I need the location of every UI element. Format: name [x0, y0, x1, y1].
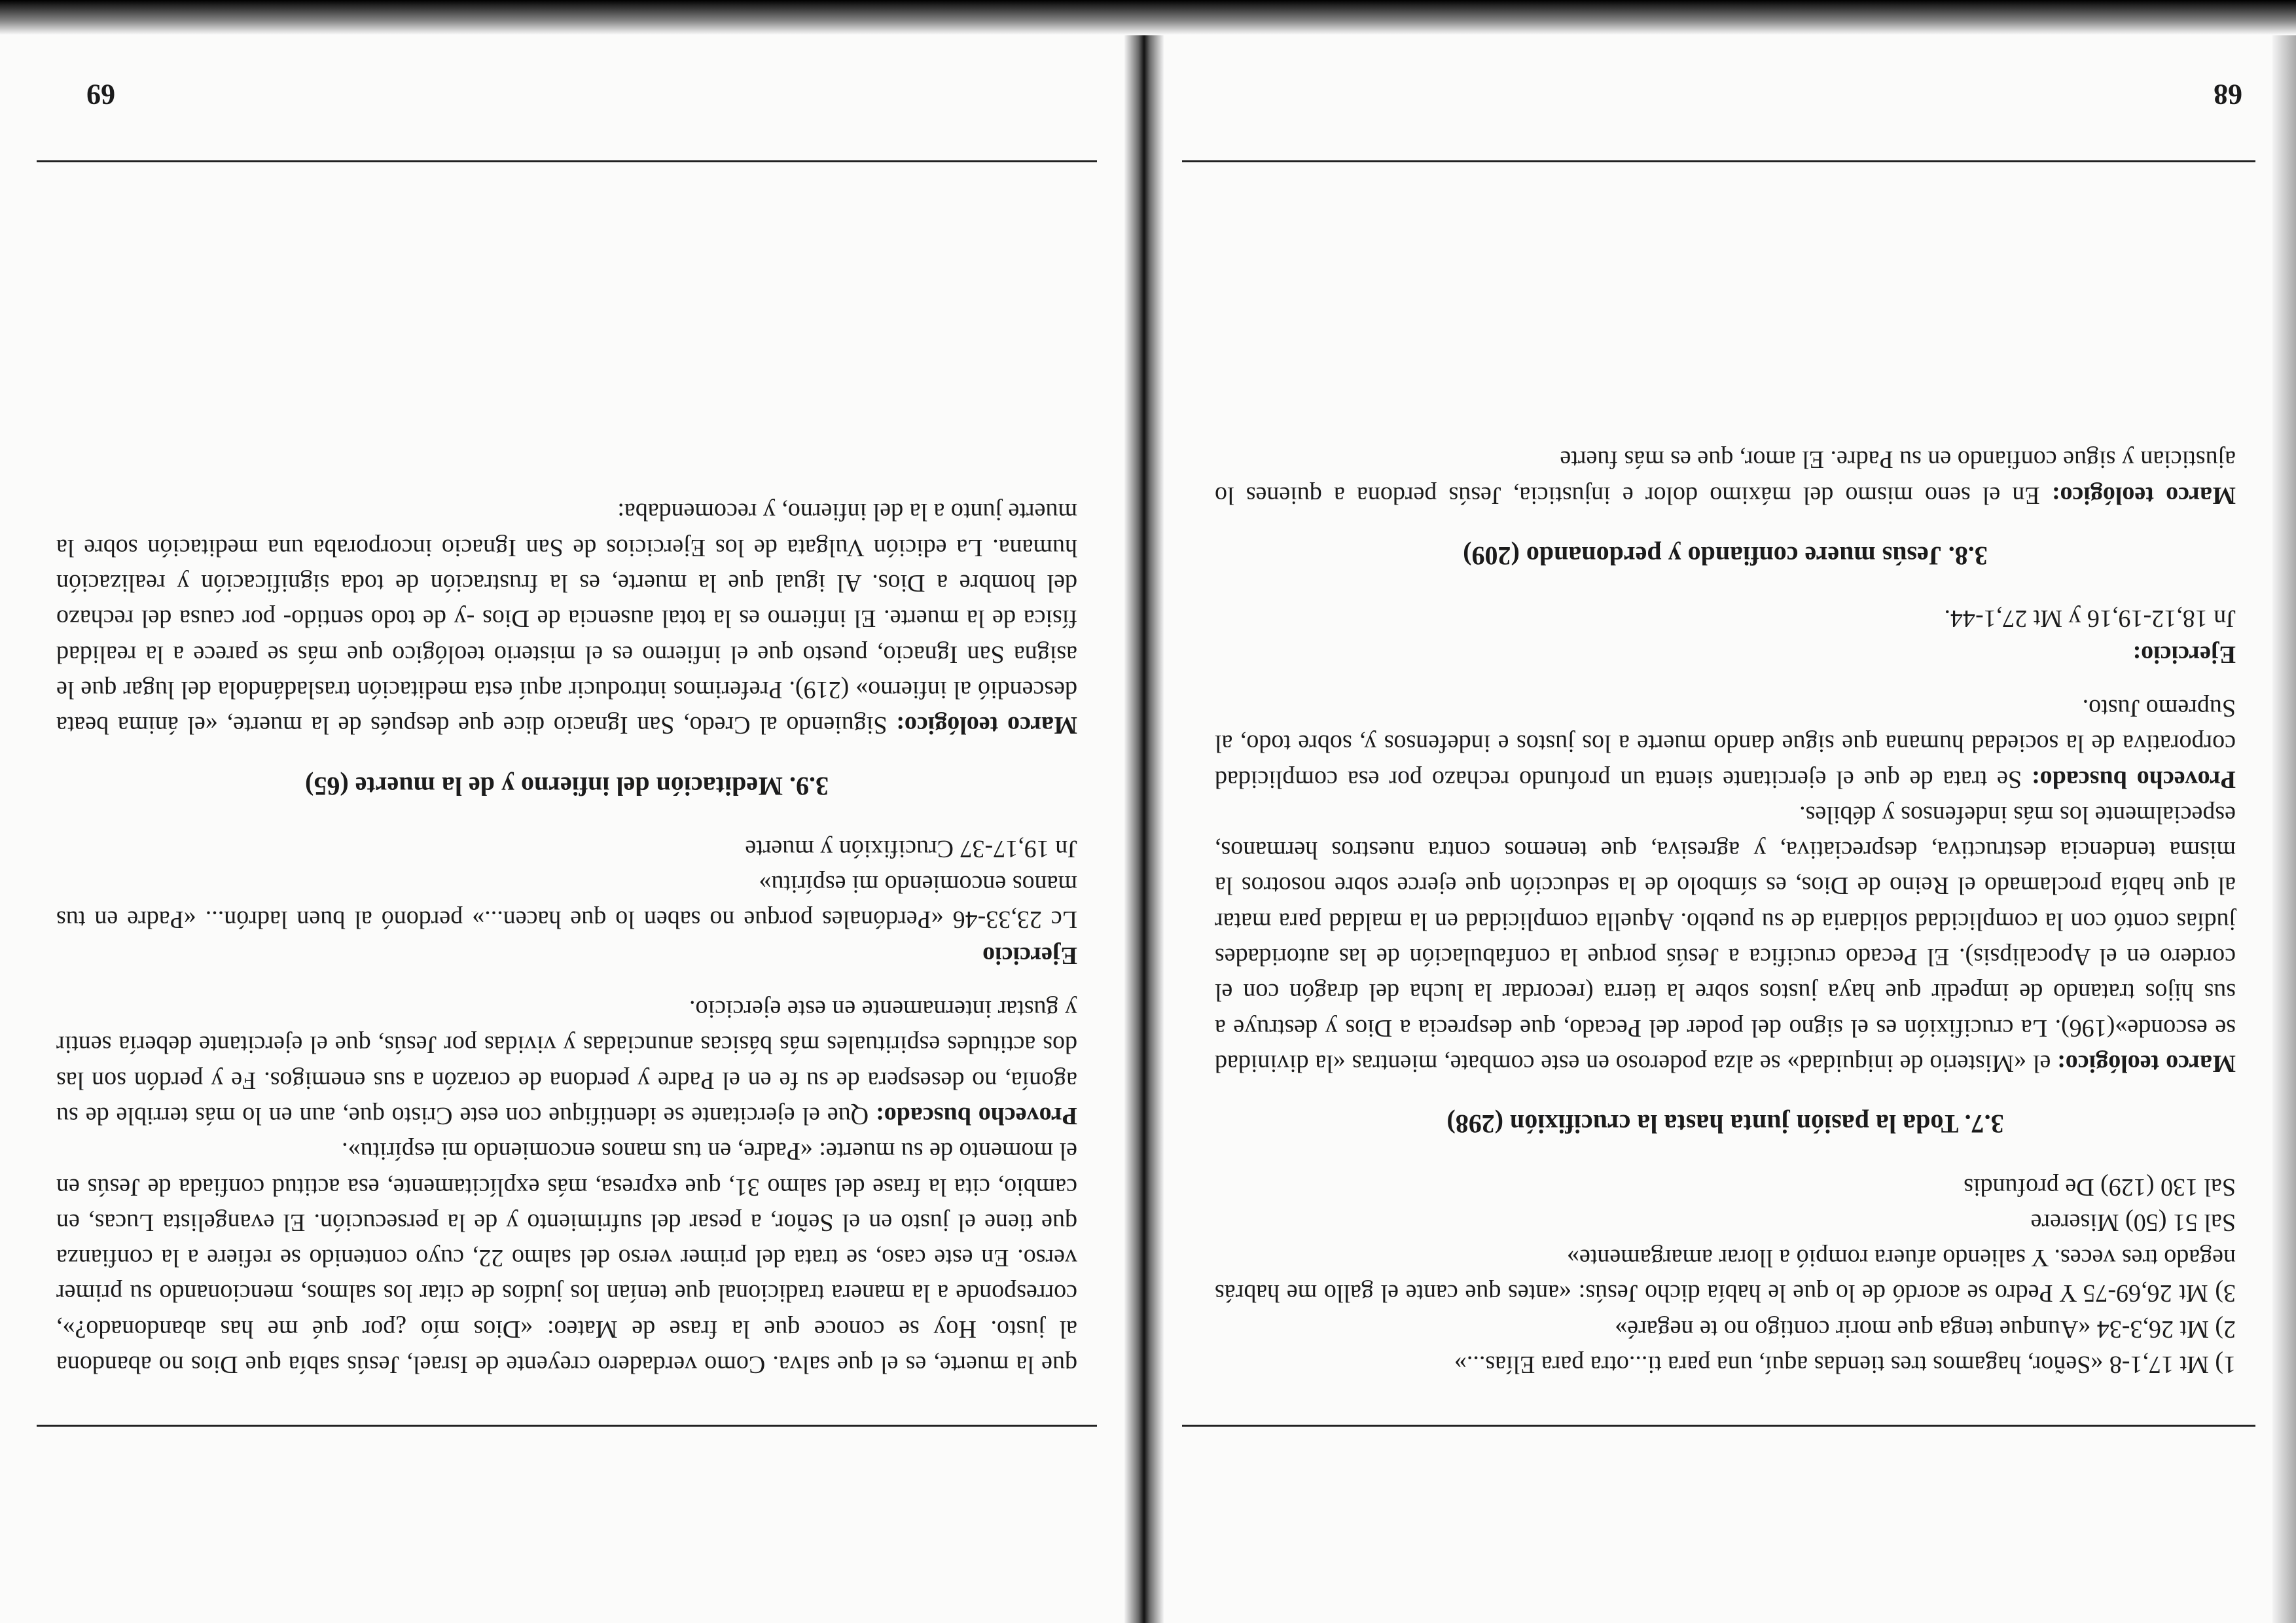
paragraph: [56, 1133, 1077, 1382]
paragraph-text: Jn 18,12-19,16 y Mt 27,1-44.: [1944, 605, 2236, 633]
paragraph-label: Marco teológico:: [896, 711, 1077, 740]
paragraph-text: Jn 19,17-37 Crucifixión y muerte: [745, 834, 1077, 863]
paragraph-text: el «Misterio de iniquidad» se alza poderoso en este combate, mientras «la divinidad se esconde»(196). La crucifixión es el signo del poder del Pecado, que desprecia a Dios y destruye a sus hijos tratando de impedir que haya justos sobre la tierra (recordar la lucha del dragón con el cordero en el Apocalipsis). El Pecado crucifica a Jesús porque la confabulación de las autoridades judías contó con la complicidad solidaria de su pueblo. Aquella complicidad en la maldad para matar al que había proclamado el Reino de Dios, es símbolo de la seducción que ejerce sobre nosotros la misma tendencia destructiva, despreciativa, y agresiva, que tenemos contra nuestros hermanos, especialmente los más indefensos y débiles.: [1215, 800, 2236, 1077]
paragraph-text: 2) Mt 26,3-34 «Aunque tenga que morir contigo no te negaré»: [1615, 1315, 2236, 1343]
bottom-rule: [1182, 160, 2255, 162]
bottom-rule: [37, 160, 1097, 162]
left-page-text: [1215, 442, 2236, 1382]
paragraph: [1215, 1169, 2236, 1204]
page-number: 68: [2214, 79, 2242, 111]
top-rule: [37, 1425, 1097, 1427]
paragraph: [1215, 1240, 2236, 1311]
section-heading: 3.9. Meditación del infierno y de la muerte (65): [305, 771, 829, 801]
paragraph: [56, 866, 1077, 938]
paragraph-text: Sal 51 (50) Miserere: [2030, 1208, 2236, 1236]
paragraph: [1215, 1205, 2236, 1240]
paragraph: [1215, 601, 2236, 636]
right-page-text: [56, 494, 1077, 1382]
section-heading: 3.8. Jesús muere confiando y perdonando (209): [1463, 541, 1988, 571]
paragraph: [1215, 1311, 2236, 1346]
paragraph-text: 1) Mt 17,1-8 «Señor, hagamos tres tiendas aquí, una para ti...otra para Elías...»: [1454, 1351, 2236, 1378]
section-heading: 3.7. Toda la pasión junta hasta la crucifixión (298): [1446, 1109, 2004, 1139]
paragraph-text: que la muerte, es el que salva. Como verdadero creyente de Israel, Jesús sabía que Dios no abandona al justo. Hoy se conoce que la frase de Mateo: «Dios mío ¿por qué me has abandonado?», corresponde a la manera tradicional que tenían los judíos de citar los salmos, mencionando su primer verso. En este caso, se trata del primer verso del salmo 22, cuyo contenido se refiere a la confianza que tiene el justo en el Señor, a pesar del sufrimiento y de la persecución. El evangelista Lucas, en cambio, cita la frase del salmo 31, que expresa, más explícitamente, esa actitud confiada de Jesús en el momento de su muerte: «Padre, en tus manos encomiendo mi espíritu».: [56, 1137, 1077, 1378]
paragraph-text: Sal 130 (129) De profundis: [1964, 1173, 2236, 1201]
paragraph: [1215, 1347, 2236, 1382]
paragraph: [56, 494, 1077, 743]
book-gutter: [1124, 0, 1164, 1623]
page-edge: [2272, 0, 2296, 1623]
paragraph-text: 3) Mt 26,69-75 Y Pedro se acordó de lo que le había dicho Jesús: «antes que cante el gallo me habrás negado tres veces. Y saliendo afuera rompió a llorar amargamente»: [1215, 1244, 2236, 1308]
paragraph: [56, 991, 1077, 1133]
paragraph: [1215, 442, 2236, 513]
paragraph: [56, 831, 1077, 866]
left-page: [1156, 0, 2295, 1623]
paragraph-label: Provecho buscado:: [876, 1101, 1077, 1130]
scan-edge: [0, 0, 2296, 35]
paragraph-text: Se trata de que el ejercitante sienta un profundo rechazo por esa complicidad corporativa de la sociedad humana que sigue dando muerte a los justos e indefensos y, sobre todo, al Supremo Justo.: [1215, 694, 2236, 793]
paragraph-label: Provecho buscado:: [2032, 765, 2236, 793]
page-number: 69: [86, 79, 115, 111]
exercise-label: Ejercicio:: [2132, 640, 2236, 668]
exercise-label: Ejercicio: [982, 941, 1077, 969]
paragraph: [1215, 797, 2236, 1081]
paragraph-text: Lc 23,33-46 «Perdónales porque no saben lo que hacen...» perdonó al buen ladrón... «Padre en tus manos encomiendo mi espíritu»: [56, 870, 1077, 934]
paragraph-text: En el seno mismo del máximo dolor e injusticia, Jesús perdona a quienes lo ajustician y sigue confiando en su Padre. El amor, que es más fuerte: [1215, 446, 2236, 509]
paragraph-label: Marco teológico:: [2057, 1049, 2236, 1077]
top-rule: [1182, 1425, 2255, 1427]
paragraph: [1215, 690, 2236, 797]
paragraph-text: Que el ejercitante se identifique con este Cristo que, aun en lo más terrible de su agonía, no desespera de su fe en el Padre y perdona de corazón a sus enemigos. Fe y perdón son las dos actitudes espirituales más básicas anunciadas y vividas por Jesús, que el ejercitante debería sentir y gustar internamente en este ejercicio.: [56, 995, 1077, 1130]
paragraph-label: Marco teológico:: [2051, 481, 2236, 509]
paragraph-text: Siguiendo al Credo, San Ignacio dice que después de la muerte, «el ánima beata descendió al infierno» (219). Preferimos introducir aquí esta meditación trasladándola del lugar que le asigna San Ignacio, puesto que el infierno es el misterio teológico que más se parece a la realidad física de la muerte. El infierno es la total ausencia de Dios -y de todo sentido- por causa del rechazo del hombre a Dios. Al igual que la muerte, es la frustración de toda significación y realización humana. La edición Vulgata de los Ejercicios de San Ignacio incorporaba una meditación sobre la muerte junto a la del infierno, y recomendaba:: [56, 498, 1077, 740]
